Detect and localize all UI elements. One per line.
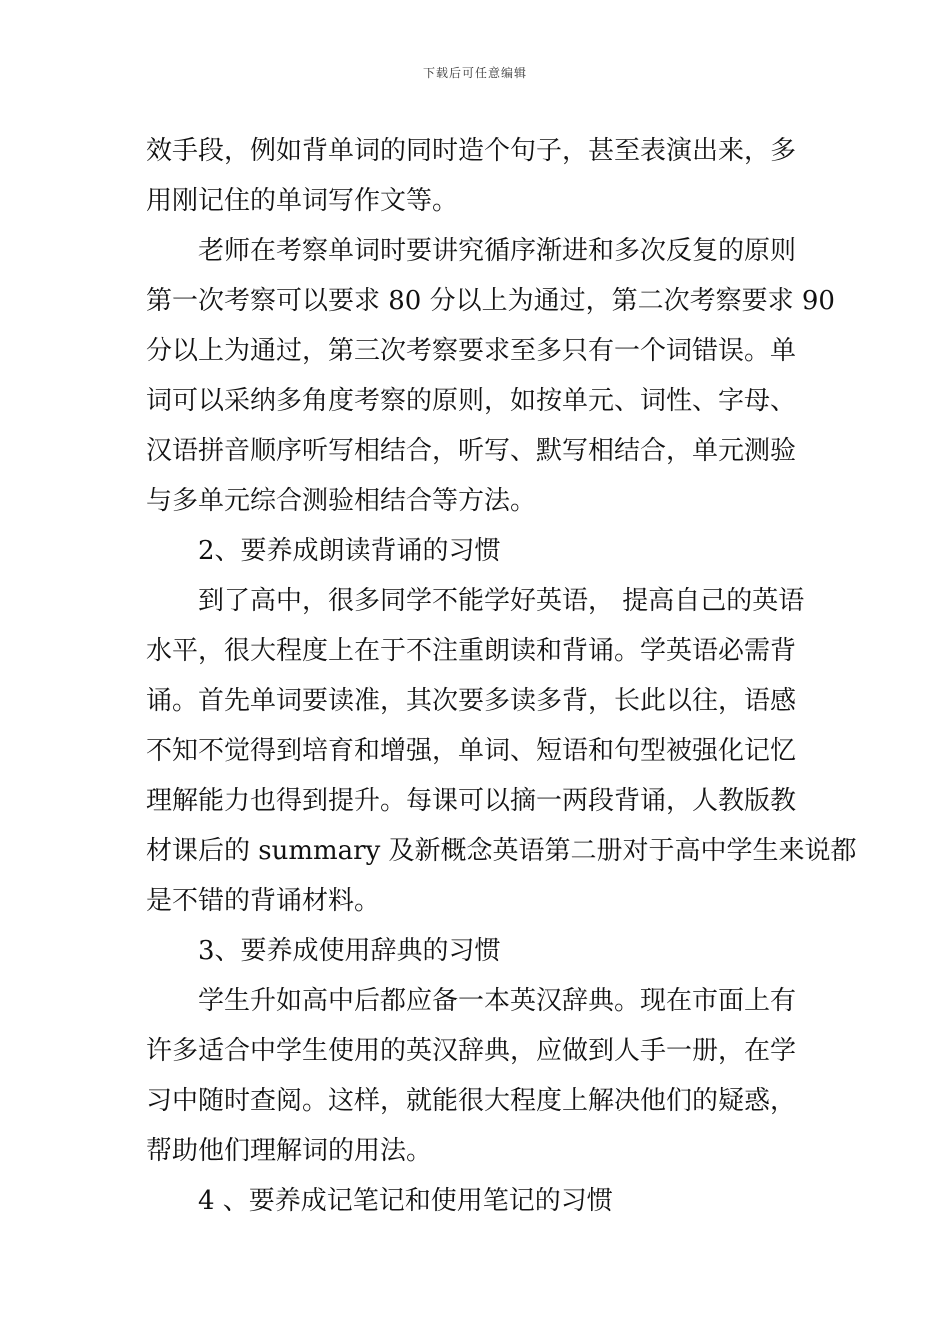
text-line: 理解能力也得到提升。每课可以摘一两段背诵，人教版教 — [146, 786, 797, 816]
text-line: 许多适合中学生使用的英汉辞典，应做到人手一册，在学 — [146, 1036, 797, 1066]
text-line: 词可以采纳多角度考察的原则，如按单元、词性、字母、 — [146, 386, 797, 416]
text-line: 与多单元综合测验相结合等方法。 — [146, 486, 537, 516]
text-line: 诵。首先单词要读准，其次要多读多背，长此以往，语感 — [146, 686, 797, 716]
document-body — [146, 126, 857, 1226]
text-line: 汉语拼音顺序听写相结合，听写、默写相结合，单元测验 — [146, 436, 797, 466]
text-line: 不知不觉得到培育和增强，单词、短语和句型被强化记忆 — [146, 736, 797, 766]
text-line: 到了高中，很多同学不能学好英语， 提高自己的英语 — [198, 586, 805, 616]
text-line: 习中随时查阅。这样，就能很大程度上解决他们的疑惑， — [146, 1086, 797, 1116]
text-line: 学生升如高中后都应备一本英汉辞典。现在市面上有 — [198, 986, 797, 1016]
text-line: 水平，很大程度上在于不注重朗读和背诵。学英语必需背 — [146, 636, 797, 666]
text-line: 效手段，例如背单词的同时造个句子，甚至表演出来，多 — [146, 136, 797, 166]
text-line: 是不错的背诵材料。 — [146, 886, 381, 916]
text-line: 第一次考察可以要求 80 分以上为通过，第二次考察要求 90 — [146, 286, 835, 316]
text-line: 帮助他们理解词的用法。 — [146, 1136, 433, 1166]
text-line: 材课后的 summary 及新概念英语第二册对于高中学生来说都 — [146, 836, 857, 866]
section-heading: 2、要养成朗读背诵的习惯 — [198, 536, 501, 566]
text-line: 用刚记住的单词写作文等。 — [146, 186, 459, 216]
section-heading: 3、要养成使用辞典的习惯 — [198, 936, 501, 966]
text-line: 老师在考察单词时要讲究循序渐进和多次反复的原则 — [198, 236, 797, 266]
page-header: 下载后可任意编辑 — [422, 66, 527, 80]
text-line: 分以上为通过，第三次考察要求至多只有一个词错误。单 — [146, 336, 797, 366]
section-heading: 4 、要养成记笔记和使用笔记的习惯 — [198, 1186, 613, 1216]
